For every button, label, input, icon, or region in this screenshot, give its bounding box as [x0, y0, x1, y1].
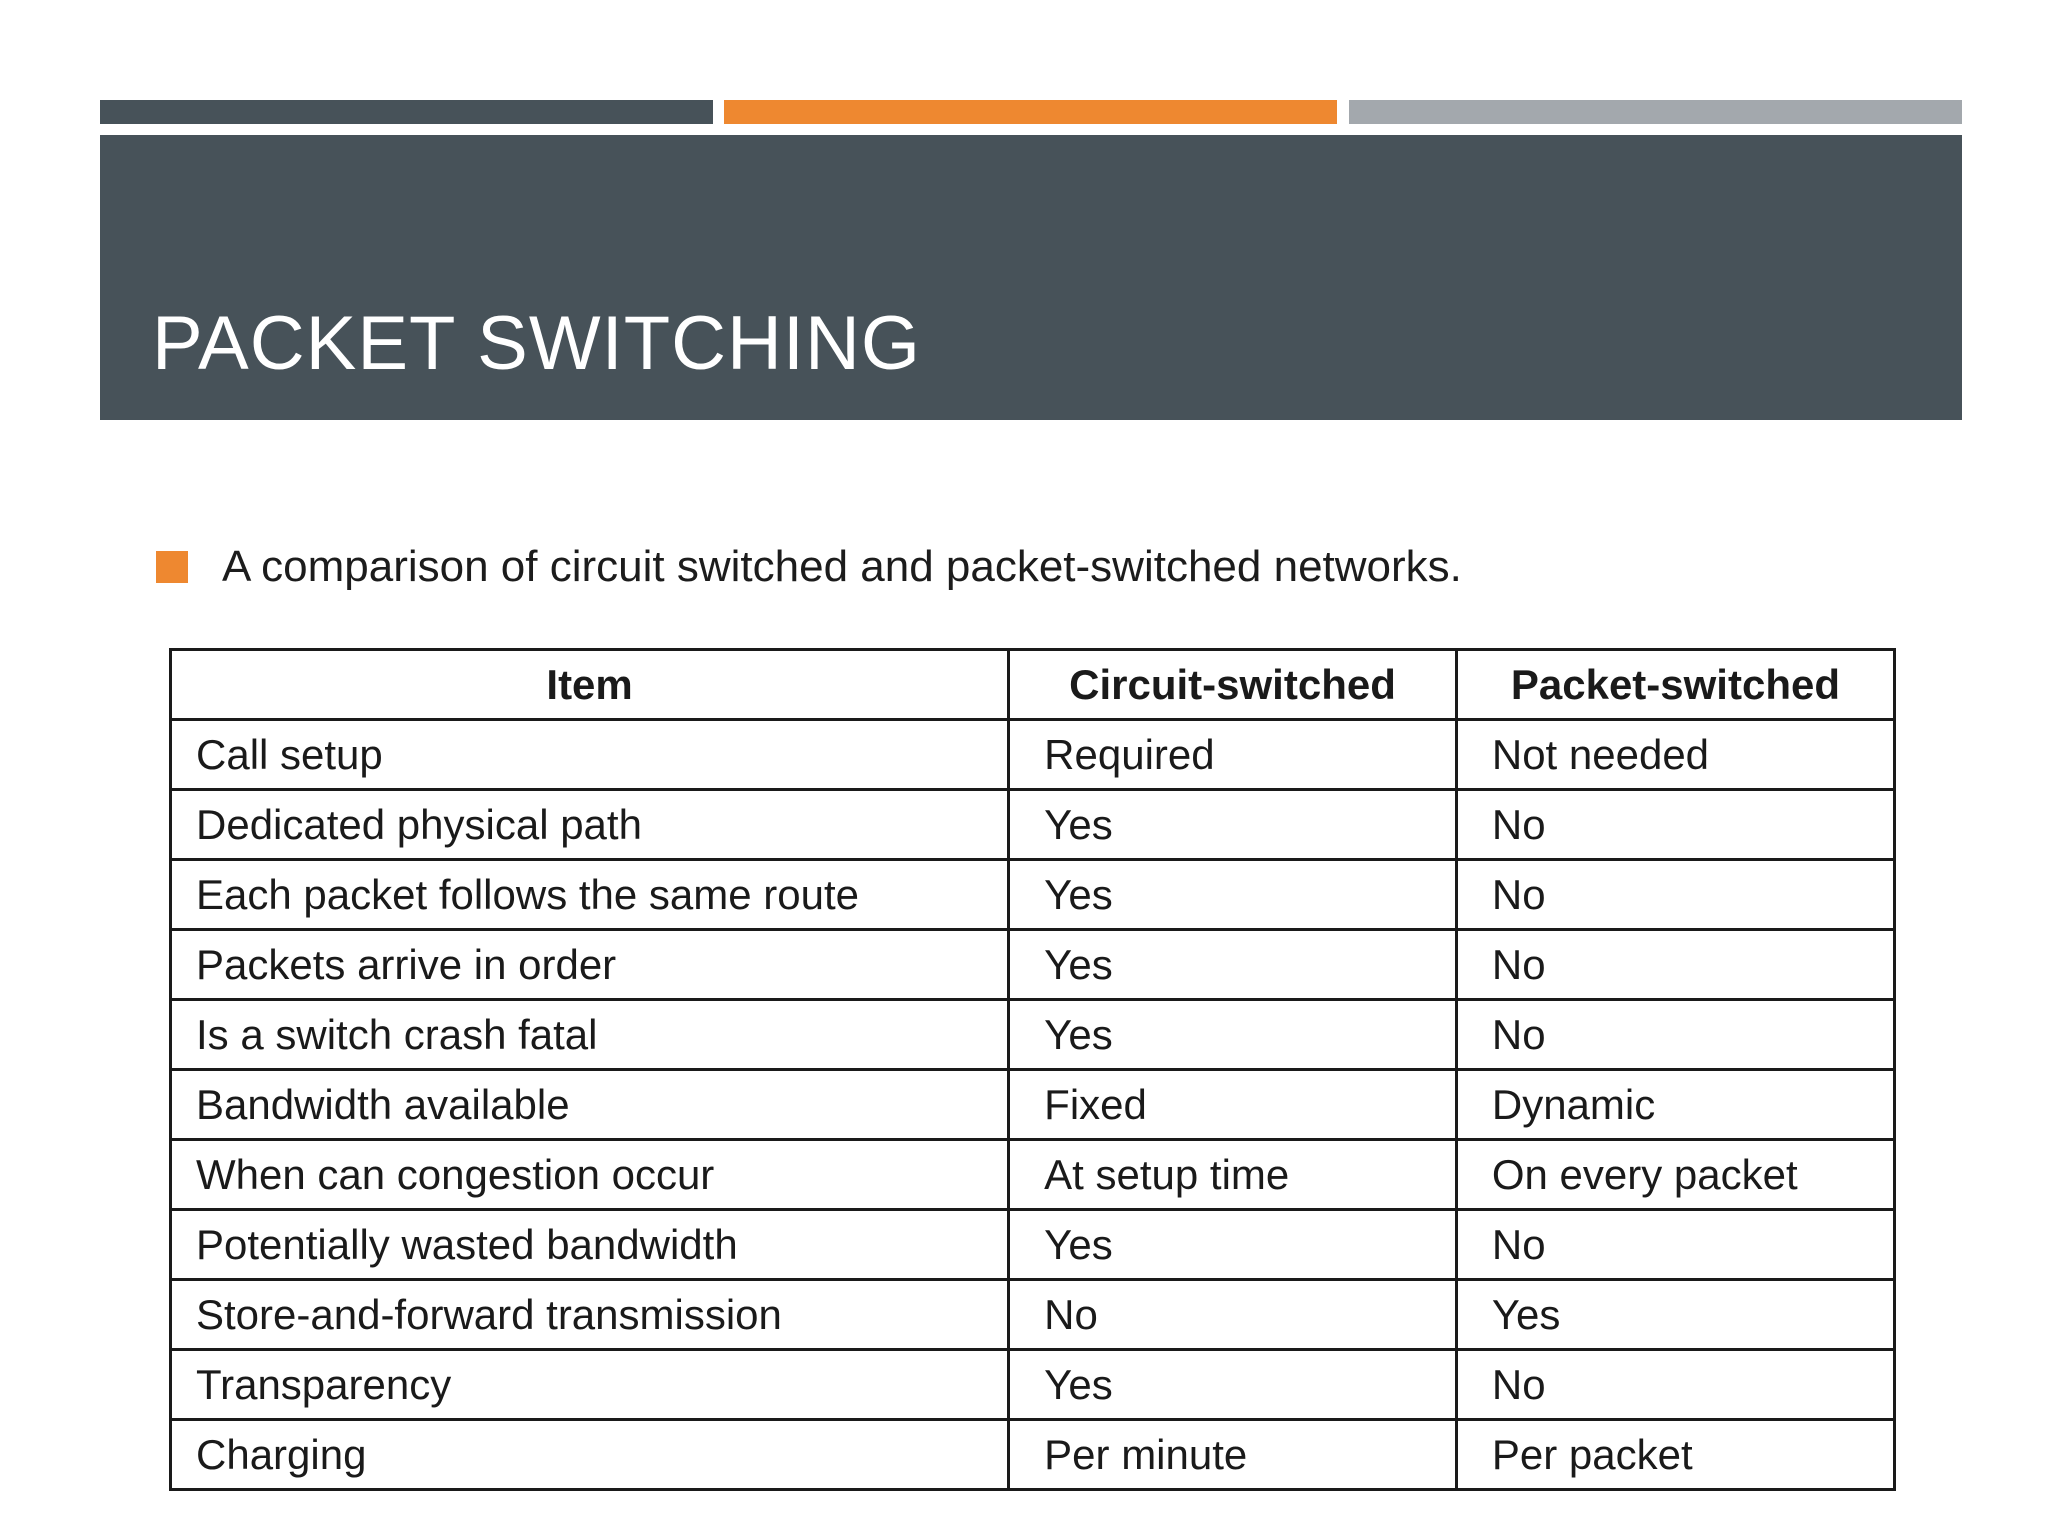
bullet-square-icon — [156, 551, 188, 583]
cell-item: Packets arrive in order — [171, 930, 1009, 1000]
cell-item: When can congestion occur — [171, 1140, 1009, 1210]
cell-circuit: Yes — [1009, 930, 1457, 1000]
accent-bar-orange — [724, 100, 1337, 124]
cell-circuit: No — [1009, 1280, 1457, 1350]
cell-packet: No — [1456, 1000, 1894, 1070]
cell-item: Transparency — [171, 1350, 1009, 1420]
cell-item: Charging — [171, 1420, 1009, 1490]
cell-item: Is a switch crash fatal — [171, 1000, 1009, 1070]
table-row — [171, 1350, 1895, 1420]
accent-bar-dark — [100, 100, 713, 124]
cell-packet: On every packet — [1456, 1140, 1894, 1210]
cell-packet: Not needed — [1456, 720, 1894, 790]
cell-circuit: Required — [1009, 720, 1457, 790]
header-circuit-switched: Circuit-switched — [1009, 650, 1457, 720]
table-row — [171, 860, 1895, 930]
cell-item: Call setup — [171, 720, 1009, 790]
table-row — [171, 1140, 1895, 1210]
comparison-table — [169, 648, 1896, 1491]
slide-title: PACKET SWITCHING — [152, 301, 922, 386]
table-header-row — [171, 650, 1895, 720]
cell-circuit: Yes — [1009, 860, 1457, 930]
bullet-text: A comparison of circuit switched and packet-switched networks. — [222, 542, 1462, 591]
cell-circuit: Yes — [1009, 790, 1457, 860]
table-row — [171, 720, 1895, 790]
cell-item: Potentially wasted bandwidth — [171, 1210, 1009, 1280]
cell-packet: No — [1456, 930, 1894, 1000]
cell-circuit: Fixed — [1009, 1070, 1457, 1140]
cell-packet: No — [1456, 860, 1894, 930]
cell-item: Store-and-forward transmission — [171, 1280, 1009, 1350]
cell-packet: Per packet — [1456, 1420, 1894, 1490]
table-row — [171, 1210, 1895, 1280]
table-row — [171, 1000, 1895, 1070]
cell-circuit: Yes — [1009, 1000, 1457, 1070]
table-row — [171, 1420, 1895, 1490]
table-row — [171, 1280, 1895, 1350]
cell-circuit: Yes — [1009, 1350, 1457, 1420]
table-row — [171, 930, 1895, 1000]
cell-circuit: Per minute — [1009, 1420, 1457, 1490]
cell-circuit: At setup time — [1009, 1140, 1457, 1210]
accent-bar-gray — [1349, 100, 1962, 124]
cell-packet: No — [1456, 1210, 1894, 1280]
title-band — [100, 135, 1962, 420]
cell-item: Bandwidth available — [171, 1070, 1009, 1140]
cell-packet: No — [1456, 790, 1894, 860]
cell-packet: Yes — [1456, 1280, 1894, 1350]
cell-packet: No — [1456, 1350, 1894, 1420]
header-packet-switched: Packet-switched — [1456, 650, 1894, 720]
table-row — [171, 1070, 1895, 1140]
cell-item: Dedicated physical path — [171, 790, 1009, 860]
table-row — [171, 790, 1895, 860]
cell-circuit: Yes — [1009, 1210, 1457, 1280]
bullet-item — [156, 542, 1462, 591]
cell-packet: Dynamic — [1456, 1070, 1894, 1140]
header-item: Item — [171, 650, 1009, 720]
cell-item: Each packet follows the same route — [171, 860, 1009, 930]
